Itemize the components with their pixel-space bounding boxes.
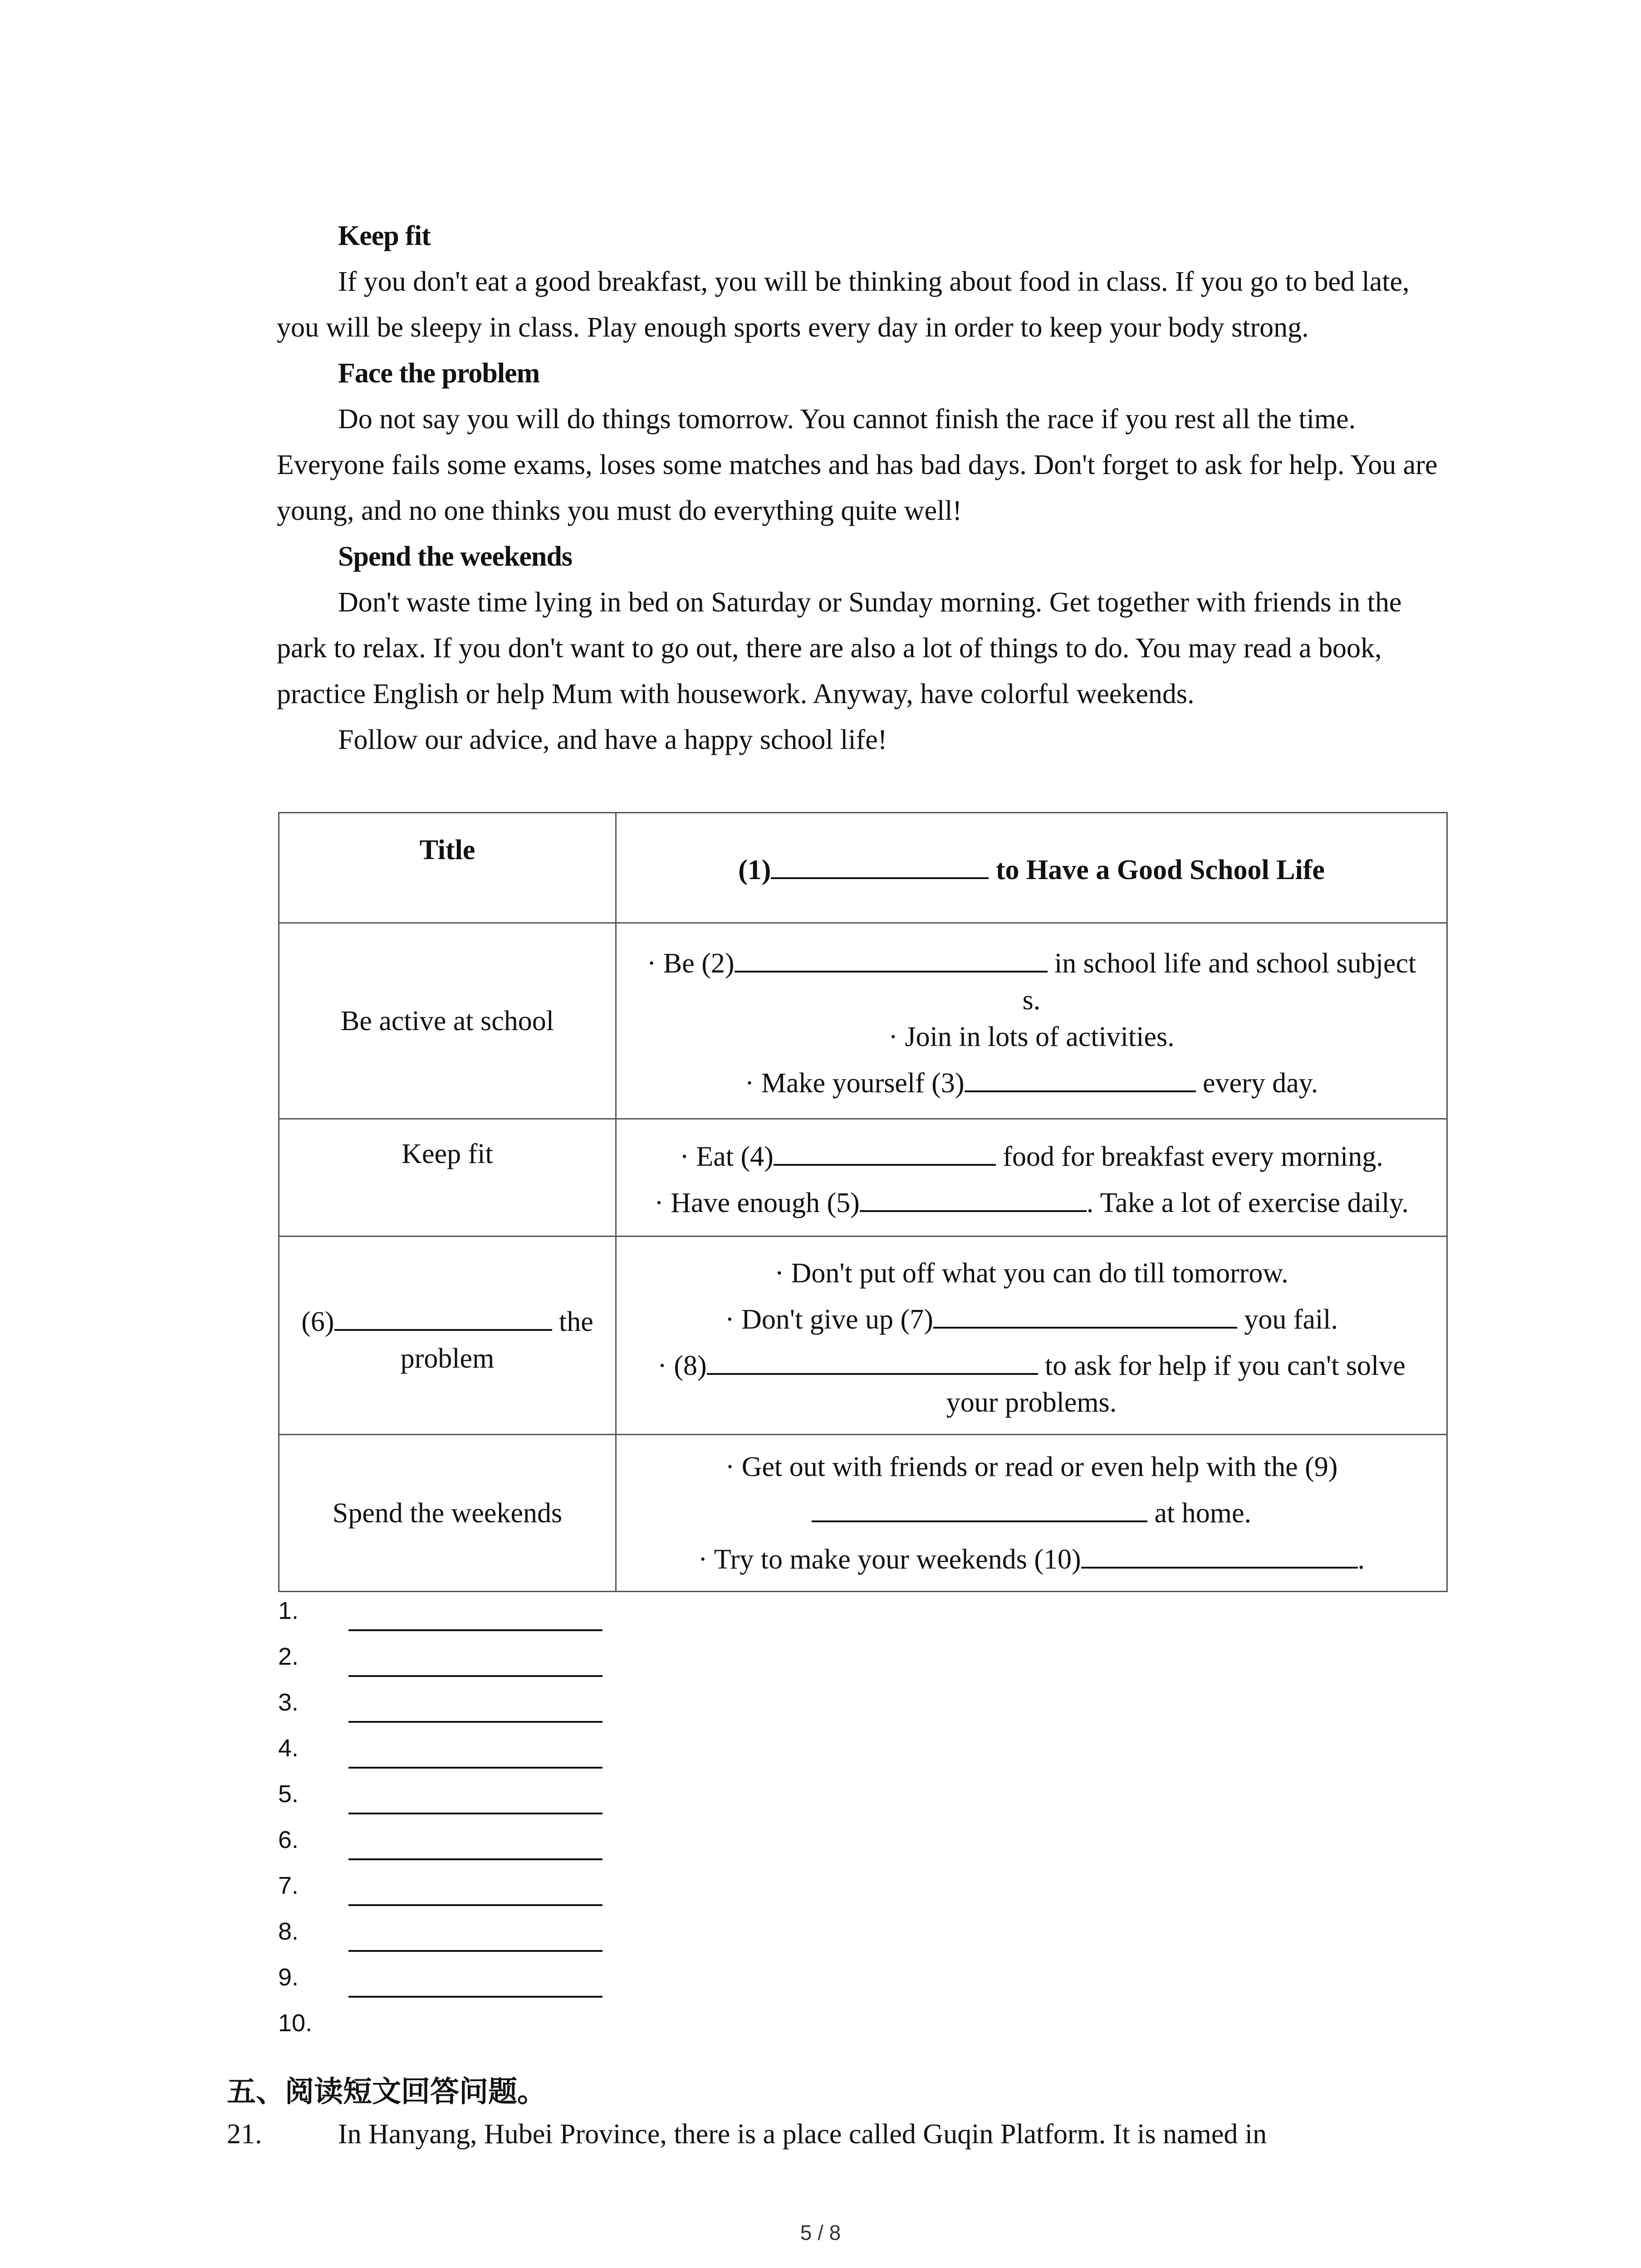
row-label-weekends: Spend the weekends (279, 1435, 616, 1592)
blank-2-number: · Be (2) (647, 948, 735, 979)
row-content-active (616, 923, 1447, 1119)
blank-6-number: (6) (301, 1306, 334, 1337)
table-row-face-problem (279, 1237, 1447, 1435)
row-label-active: Be active at school (279, 923, 616, 1119)
row-label-keep-fit: Keep fit (279, 1119, 616, 1237)
blank-3[interactable] (965, 1058, 1196, 1092)
heading-keep-fit: Keep fit (338, 220, 431, 251)
table-row-title (279, 813, 1447, 923)
blank-10[interactable] (1081, 1534, 1358, 1569)
paragraph-face-problem: Do not say you will do things tomorrow. You cannot finish the race if you rest all the time. Everyone fails some exams, loses some matches and has bad days. Don't forget to ask for help. You are young, and no one thinks you must do everything quite well! (277, 404, 1438, 526)
row3-line1: · Don't put off what you can do till tomorrow. (774, 1258, 1288, 1289)
answer-number: 5. (278, 1780, 299, 1808)
blank-1[interactable] (771, 845, 989, 879)
blank-7-number: · Don't give up (7) (725, 1304, 933, 1335)
row-content-weekends (616, 1435, 1447, 1592)
blank-5[interactable] (860, 1178, 1087, 1212)
answer-number: 2. (278, 1643, 299, 1670)
answer-line[interactable] (348, 1813, 603, 1814)
row-content-keep-fit (616, 1119, 1447, 1237)
heading-spend-weekends: Spend the weekends (338, 541, 572, 572)
answer-number: 4. (278, 1735, 299, 1762)
row1-line1-wrap: s. (1022, 984, 1041, 1016)
question-number: 21. (227, 2119, 262, 2150)
row2-line1-text: food for breakfast every morning. (995, 1141, 1383, 1172)
answer-number: 10. (278, 2009, 313, 2037)
blank-2[interactable] (735, 938, 1048, 973)
blank-9[interactable] (812, 1488, 1147, 1522)
answer-number: 3. (278, 1689, 299, 1716)
title-value-cell (616, 813, 1447, 923)
row4-line1: · Get out with friends or read or even help with the (9) (725, 1451, 1338, 1482)
answer-number: 6. (278, 1826, 299, 1853)
summary-table (278, 812, 1448, 1592)
table-row-weekends (279, 1435, 1447, 1592)
blank-1-number: (1) (738, 855, 771, 885)
blank-5-number: · Have enough (5) (654, 1188, 860, 1218)
blank-3-number: · Make yourself (3) (745, 1067, 965, 1099)
question-text: In Hanyang, Hubei Province, there is a place called Guqin Platform. It is named in (338, 2119, 1267, 2150)
blank-8-number: · (8) (657, 1350, 707, 1381)
answer-number: 9. (278, 1964, 299, 1991)
row3-label-wrap: problem (400, 1343, 495, 1374)
table-row-keep-fit (279, 1119, 1447, 1237)
row3-line3-text: to ask for help if you can't solve (1038, 1350, 1406, 1381)
row1-line1-text: in school life and school subject (1047, 948, 1416, 979)
closing-sentence: Follow our advice, and have a happy school life! (338, 724, 887, 755)
row1-line2: · Join in lots of activities. (888, 1021, 1175, 1052)
blank-8[interactable] (707, 1340, 1038, 1375)
answer-number: 8. (278, 1918, 299, 1945)
answer-number: 1. (278, 1597, 299, 1624)
page-number: 5 / 8 (800, 2221, 841, 2244)
row-label-face-problem (279, 1237, 616, 1435)
answer-line[interactable] (348, 1996, 603, 1998)
reading-passage (277, 213, 1447, 763)
answer-line[interactable] (348, 1950, 603, 1952)
row-content-face-problem (616, 1237, 1447, 1435)
blank-4[interactable] (774, 1131, 996, 1166)
row4-line3-text: . (1357, 1544, 1365, 1575)
answer-number: 7. (278, 1872, 299, 1899)
title-label-cell: Title (279, 813, 616, 923)
row3-line3-wrap: your problems. (946, 1387, 1117, 1418)
blank-6[interactable] (334, 1296, 552, 1331)
row3-line2-text: you fail. (1237, 1304, 1338, 1335)
table-row-active (279, 923, 1447, 1119)
answer-line[interactable] (348, 1904, 603, 1906)
row3-label-suffix: the (552, 1306, 593, 1337)
heading-face-problem: Face the problem (338, 358, 540, 389)
paragraph-keep-fit: If you don't eat a good breakfast, you will be thinking about food in class. If you go to bed late, you will be sleepy in class. Play enough sports every day in order to keep your body strong. (277, 266, 1410, 343)
section-title: 五、阅读短文回答问题。 (227, 2075, 546, 2109)
answer-line[interactable] (348, 1767, 603, 1769)
answer-line[interactable] (348, 1721, 603, 1723)
blank-4-number: · Eat (4) (680, 1141, 774, 1172)
title-suffix: to Have a Good School Life (989, 855, 1325, 885)
row2-line2-text: . Take a lot of exercise daily. (1086, 1188, 1409, 1218)
answer-line[interactable] (348, 1675, 603, 1677)
paragraph-spend-weekends: Don't waste time lying in bed on Saturday or Sunday morning. Get together with friends in the park to relax. If you don't want to go out, there are also a lot of things to do. You may read a book, practice English or help Mum with housework. Anyway, have colorful weekends. (277, 587, 1402, 709)
blank-7[interactable] (933, 1294, 1237, 1329)
row1-line3-text: every day. (1195, 1067, 1318, 1099)
blank-10-number: · Try to make your weekends (10) (698, 1544, 1081, 1575)
answer-line[interactable] (348, 1629, 603, 1631)
row4-line2-text: at home. (1147, 1497, 1251, 1529)
answer-line[interactable] (348, 1858, 603, 1860)
